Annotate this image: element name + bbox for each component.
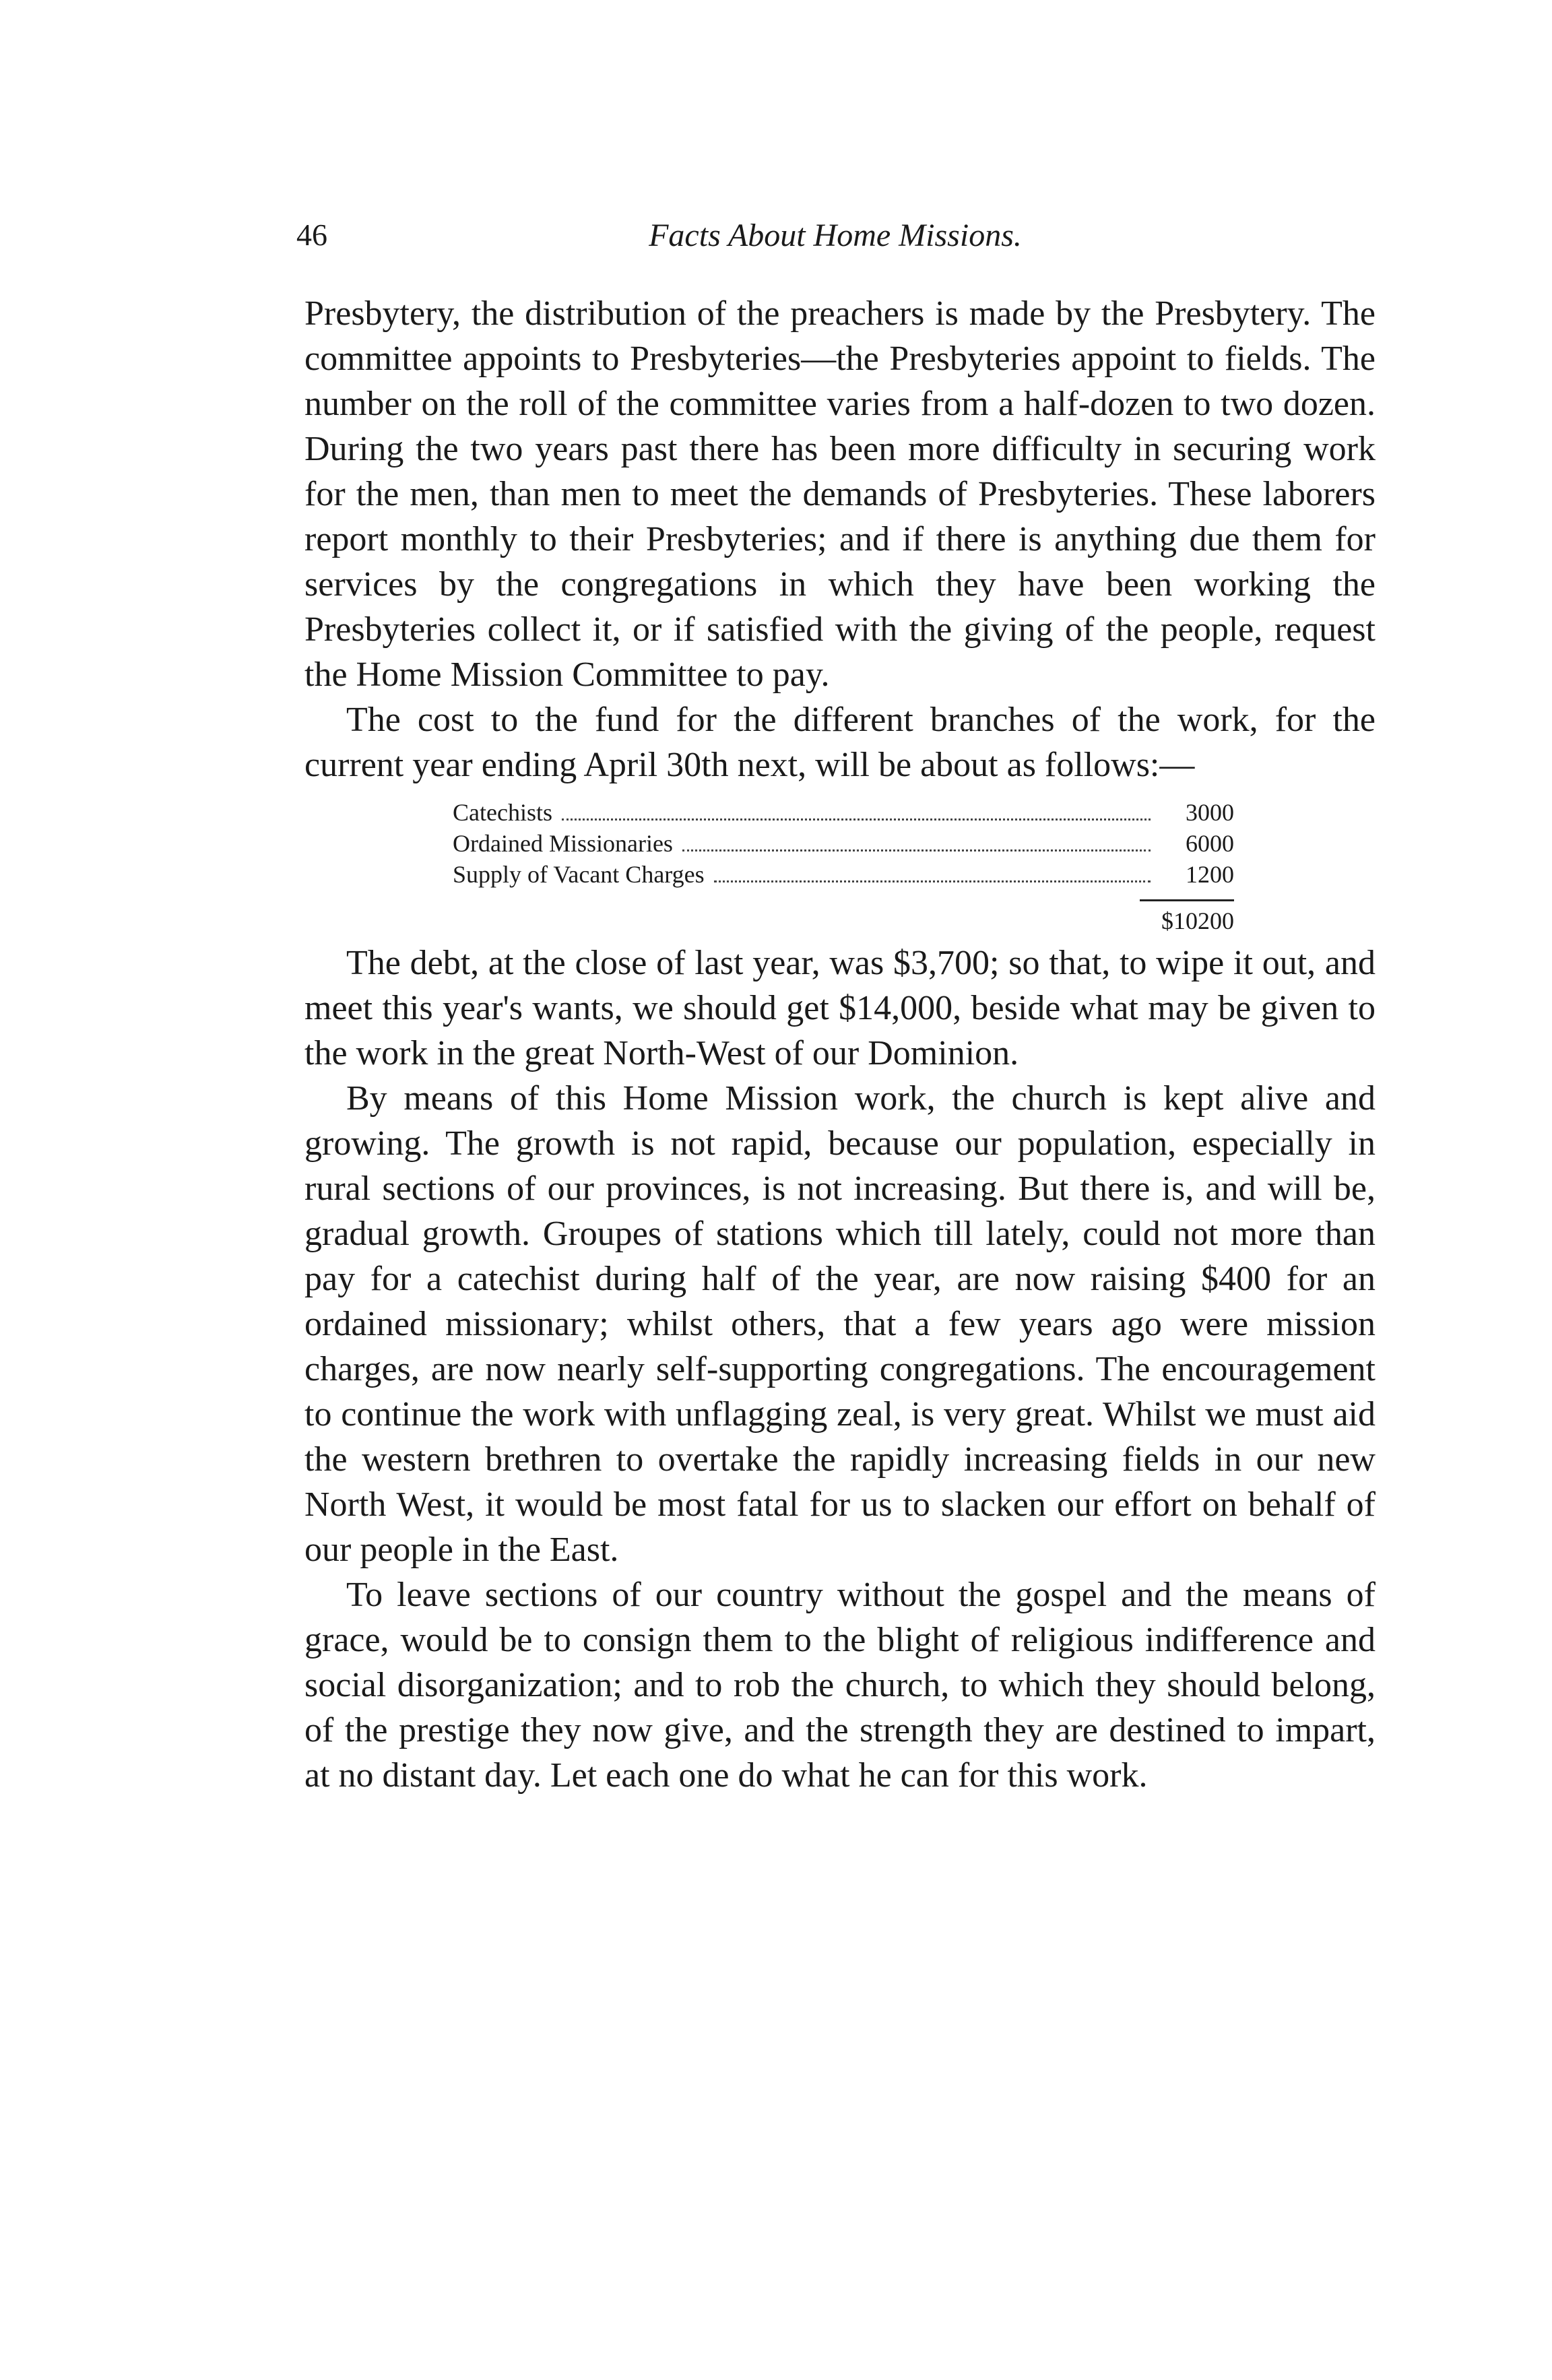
budget-amount: 3000 <box>1186 799 1234 826</box>
budget-total: $10200 <box>1161 907 1234 934</box>
paragraph-presbytery: Presbytery, the distribution of the preachers is made by the Presbytery. The committee appoints to Presbyteries—the Presbyteries appoint to fields. The number on the roll of the committee varies from a half-dozen to two dozen. During the two years past there has been more difficulty in securing work for the men, than men to meet the demands of Presbyteries. These laborers report monthly to their Presbyteries; and if there is anything due them for services by the congregations in which they have been working the Presbyteries collect it, or if satisfied with the giving of the people, request the Home Mission Committee to pay. <box>304 294 1376 694</box>
body-text <box>304 291 1376 1798</box>
paragraph-growth: By means of this Home Mission work, the church is kept alive and growing. The growth is not rapid, because our population, especially in rural sections of our provinces, is not increasing. But there is, and will be, gradual growth. Groupes of stations which till lately, could not more than pay for a catechist during half of the year, are now raising $400 for an ordained missionary; whilst others, that a few years ago were mission charges, are now nearly self-supporting congregations. The encouragement to continue the work with unflagging zeal, is very great. Whilst we must aid the western brethren to overtake the rapidly increasing fields in our new North West, it would be most fatal for us to slacken our effort on behalf of our people in the East. <box>304 1079 1376 1569</box>
budget-row <box>453 828 1234 859</box>
budget-row <box>453 797 1234 828</box>
budget-label: Ordained Missionaries <box>453 830 673 857</box>
paragraph-gospel: To leave sections of our country without the gospel and the means of grace, would be to consign them to the blight of religious indifference and social disorganization; and to rob the church, to which they should belong, of the prestige they now give, and the strength they are destined to impart, at no distant day. Let each one do what he can for this work. <box>304 1576 1376 1795</box>
running-title: Facts About Home Missions. <box>649 218 1022 253</box>
budget-label: Supply of Vacant Charges <box>453 861 705 888</box>
budget-table <box>304 797 1376 940</box>
page-header <box>296 217 1374 257</box>
leader-dots <box>562 818 1151 821</box>
leader-dots <box>714 880 1151 882</box>
leader-dots <box>682 849 1151 851</box>
budget-label: Catechists <box>453 799 552 826</box>
total-rule <box>1140 899 1234 901</box>
budget-row <box>453 859 1234 890</box>
budget-amount: 1200 <box>1186 861 1234 888</box>
paragraph-debt: The debt, at the close of last year, was $3,700; so that, to wipe it out, and meet this year's wants, we should get $14,000, beside what may be given to the work in the great North-West of our Dominion. <box>304 944 1376 1072</box>
budget-amount: 6000 <box>1186 830 1234 857</box>
page-number: 46 <box>296 218 327 252</box>
paragraph-cost: The cost to the fund for the different branches of the work, for the current year ending April 30th next, will be about as follows:— <box>304 701 1376 784</box>
